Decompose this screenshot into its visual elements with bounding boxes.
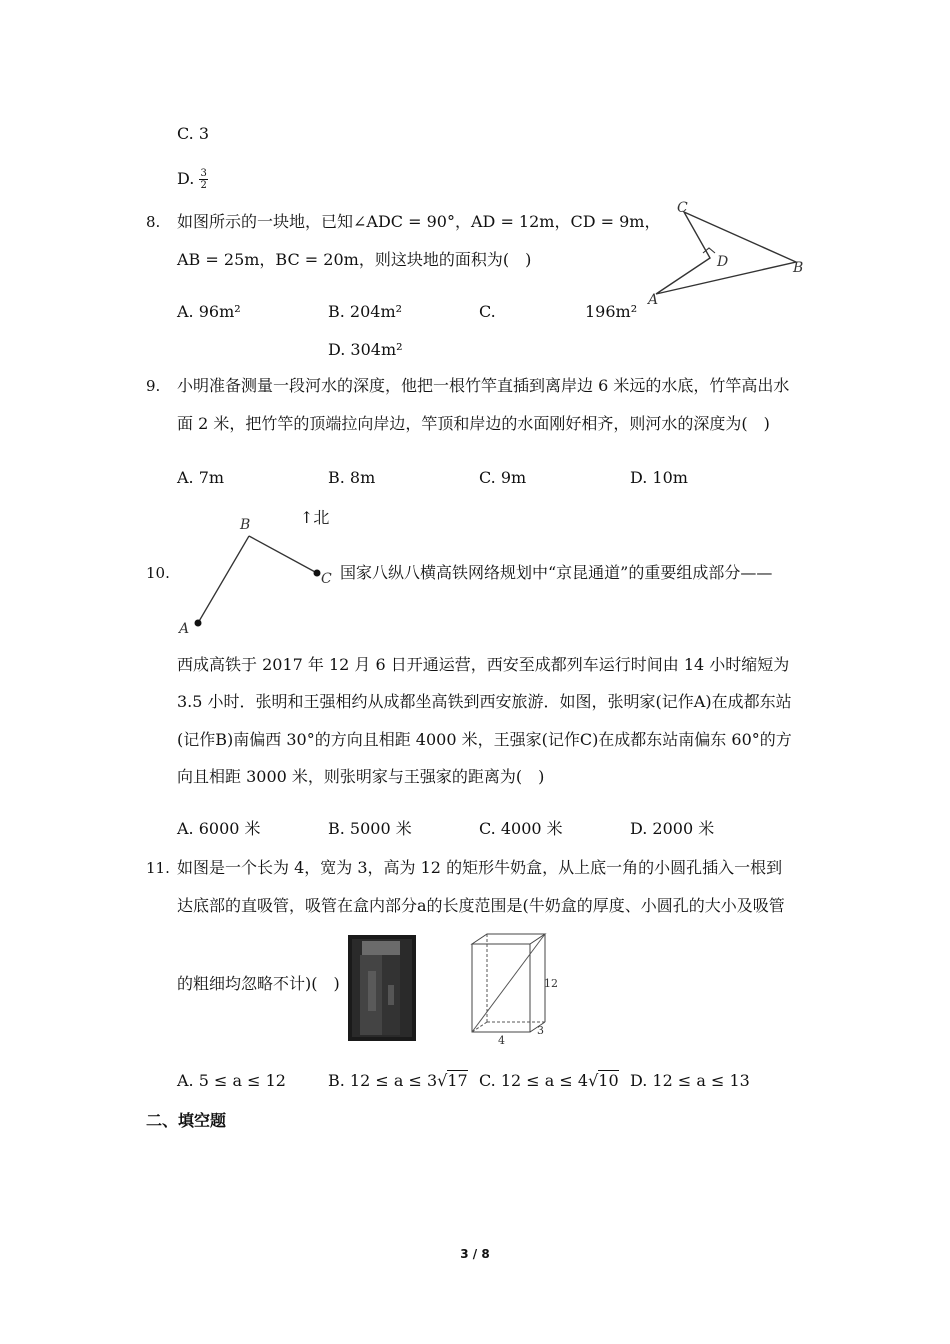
- point-a: [195, 620, 202, 627]
- sqrt-icon: √: [588, 1071, 599, 1090]
- q8-option-c: C.: [479, 302, 496, 321]
- q11-option-a: A. 5 ≤ a ≤ 12: [177, 1071, 286, 1090]
- radicand: 17: [447, 1071, 468, 1090]
- q9-line-1: 小明准备测量一段河水的深度，他把一根竹竿直插到离岸边 6 米远的水底，竹竿高出水: [177, 376, 790, 395]
- q10-option-d: D. 2000 米: [630, 819, 715, 838]
- width-label: 3: [537, 1024, 544, 1037]
- q10-number: 10.: [146, 564, 170, 582]
- label-c: C: [321, 571, 332, 587]
- q10-line-5: 向且相距 3000 米，则张明家与王强家的距离为( ): [177, 767, 545, 786]
- q10-line-4: (记作B)南偏西 30°的方向且相距 4000 米，王强家(记作C)在成都东站南偏东 60°的方: [177, 730, 792, 749]
- height-label: 12: [544, 977, 558, 990]
- q8-figure: [644, 196, 814, 308]
- q11-line-1: 如图是一个长为 4，宽为 3，高为 12 的矩形牛奶盒，从上底一角的小圆孔插入一根到: [177, 858, 783, 877]
- q11-option-c: [479, 1071, 619, 1091]
- label-b: B: [240, 517, 251, 533]
- q7-option-d-fraction: [199, 168, 207, 191]
- q9-option-c: C. 9m: [479, 468, 527, 487]
- q10-option-b: B. 5000 米: [328, 819, 412, 838]
- q10-line-3: 3.5 小时．张明和王强相约从成都坐高铁到西安旅游．如图，张明家(记作A)在成都东站: [177, 692, 792, 711]
- q11-line-2: 达底部的直吸管，吸管在盒内部分a的长度范围是(牛奶盒的厚度、小圆孔的大小及吸管: [177, 896, 785, 915]
- option-b-text: B. 12 ≤ a ≤ 3: [328, 1071, 438, 1090]
- q9-option-a: A. 7m: [177, 468, 225, 487]
- q8-option-c-value: 196m²: [585, 302, 638, 321]
- q10-option-a: A. 6000 米: [177, 819, 261, 838]
- straw-line: [472, 934, 545, 1032]
- segment-bc: [249, 536, 317, 573]
- length-label: 4: [498, 1034, 505, 1046]
- q7-option-d: [177, 168, 208, 191]
- q10-line-1: 国家八纵八横高铁网络规划中“京昆通道”的重要组成部分——: [340, 563, 773, 582]
- q8-line-2: AB = 25m，BC = 20m，则这块地的面积为( ): [177, 250, 532, 269]
- label-c: C: [677, 200, 688, 216]
- label-a: A: [179, 621, 190, 637]
- q9-option-b: B. 8m: [328, 468, 376, 487]
- segment-ab: [198, 536, 249, 623]
- q8-option-b: B. 204m²: [328, 302, 403, 321]
- option-c-text: C. 12 ≤ a ≤ 4: [479, 1071, 589, 1090]
- fraction-numerator: 3: [200, 168, 207, 179]
- section-title: 二、填空题: [146, 1111, 227, 1130]
- q8-option-a: A. 96m²: [177, 302, 241, 321]
- radicand: 10: [598, 1071, 619, 1090]
- page-number: 3 / 8: [460, 1247, 490, 1261]
- q10-line-2: 西成高铁于 2017 年 12 月 6 日开通运营，西安至成都列车运行时间由 14 小时缩短为: [177, 655, 790, 674]
- north-arrow: ↑北: [300, 508, 330, 527]
- q8-option-d: D. 304m²: [328, 340, 403, 359]
- label-a: A: [648, 292, 659, 308]
- q7-option-c: C. 3: [177, 124, 210, 143]
- q9-number: 9.: [146, 377, 161, 395]
- fraction-denominator: 2: [200, 180, 207, 191]
- q10-option-c: C. 4000 米: [479, 819, 563, 838]
- q7-option-d-label: D.: [177, 169, 195, 188]
- quadrilateral-abcd: [656, 212, 796, 294]
- q11-number: 11.: [146, 859, 170, 877]
- label-d: D: [717, 254, 729, 270]
- q9-option-d: D. 10m: [630, 468, 688, 487]
- point-c: [314, 570, 321, 577]
- q11-option-b: [328, 1071, 468, 1091]
- q8-number: 8.: [146, 213, 161, 231]
- milk-box-photo: [348, 935, 416, 1041]
- q8-line-1: 如图所示的一块地，已知∠ADC = 90°，AD = 12m，CD = 9m，: [177, 212, 661, 231]
- q9-line-2: 面 2 米，把竹竿的顶端拉向岸边，竿顶和岸边的水面刚好相齐，则河水的深度为( ): [177, 414, 770, 433]
- q11-box-figure: [460, 926, 570, 1046]
- sqrt-icon: √: [437, 1071, 448, 1090]
- q11-line-3: 的粗细均忽略不计)( ): [177, 974, 340, 993]
- label-b: B: [793, 260, 804, 276]
- q11-option-d: D. 12 ≤ a ≤ 13: [630, 1071, 750, 1090]
